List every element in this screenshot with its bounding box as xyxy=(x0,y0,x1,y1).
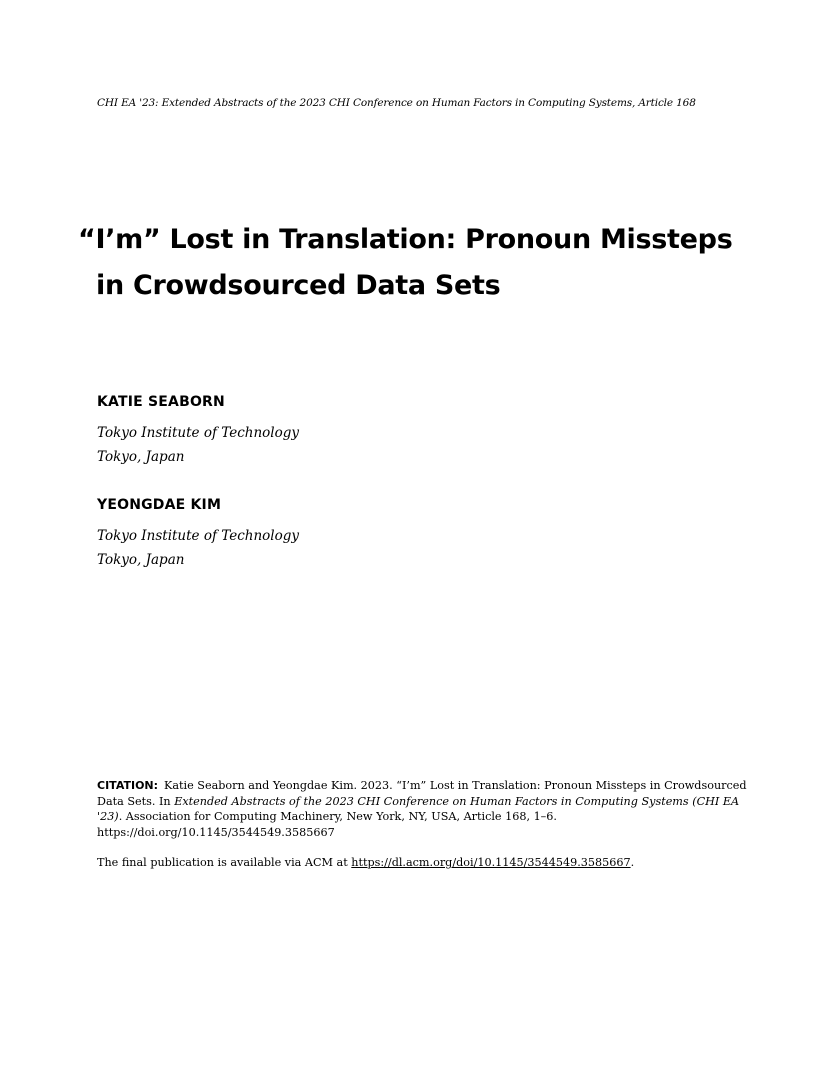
citation-label: CITATION: xyxy=(97,779,159,792)
final-publication-suffix: . xyxy=(630,856,635,869)
citation-text-end: . Association for Computing Machinery, New York, NY, USA, Article 168, 1–6. https://doi.org/10.1145/3544549.3585667 xyxy=(97,810,557,839)
author-location: Tokyo, Japan xyxy=(97,449,185,465)
paper-title-line-1: “I’m” Lost in Translation: Pronoun Missteps xyxy=(78,224,733,255)
venue-header: CHI EA '23: Extended Abstracts of the 2023 CHI Conference on Human Factors in Computing Systems, Article 168 xyxy=(97,97,696,109)
final-publication-prefix: The final publication is available via ACM at xyxy=(97,856,352,869)
citation-block xyxy=(97,778,747,840)
citation-text: Katie Seaborn and Yeongdae Kim. 2023. “I’m” Lost in Translation: Pronoun Missteps in Crowdsourced Data Sets. In xyxy=(97,779,747,808)
author-institution: Tokyo Institute of Technology xyxy=(97,425,299,441)
author-affiliation xyxy=(97,524,299,572)
paper-title-line-2: in Crowdsourced Data Sets xyxy=(96,270,501,301)
author-affiliation xyxy=(97,421,299,469)
paper-title xyxy=(78,217,778,309)
author-name: YEONGDAE KIM xyxy=(97,497,222,513)
doi-link[interactable]: https://dl.acm.org/doi/10.1145/3544549.3585667 xyxy=(351,856,631,869)
author-location: Tokyo, Japan xyxy=(97,552,185,568)
author-institution: Tokyo Institute of Technology xyxy=(97,528,299,544)
citation-venue: Extended Abstracts of the 2023 CHI Conference on Human Factors in Computing Systems (CHI EA '23) xyxy=(97,794,740,823)
final-publication-note xyxy=(97,855,747,871)
author-name: KATIE SEABORN xyxy=(97,394,225,410)
